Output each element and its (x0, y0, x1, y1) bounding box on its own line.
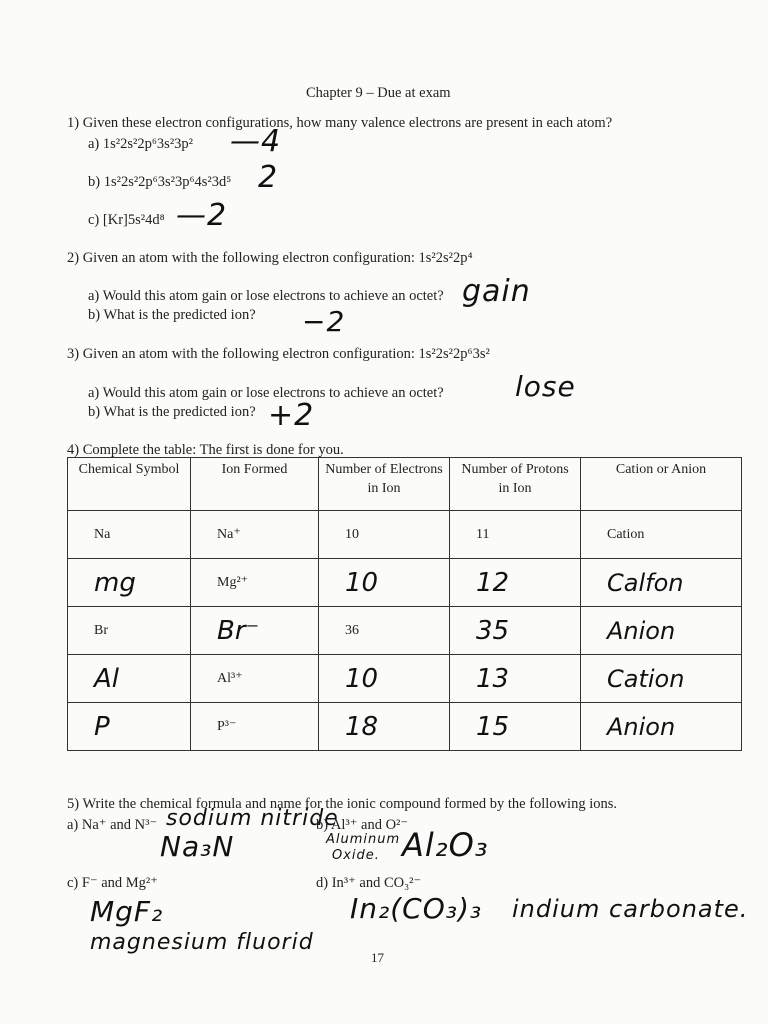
cell-protons: 15 (450, 703, 581, 751)
q1-a-answer: —4 (230, 124, 282, 159)
ion-table (67, 457, 742, 751)
q2-b-question: b) What is the predicted ion? (88, 307, 256, 323)
q5-c-name: magnesium fluorid (90, 930, 314, 955)
q5-b-name-2: Oxide. (332, 848, 380, 863)
q5-a-formula: Na₃N (160, 830, 235, 863)
q5-d-name: indium carbonate. (512, 895, 749, 923)
cell-protons: 35 (450, 607, 581, 655)
page-title: Chapter 9 – Due at exam (306, 85, 451, 101)
table-row (68, 559, 742, 607)
q5-a-label: a) Na⁺ and N³⁻ (67, 817, 158, 833)
cell-protons: 13 (450, 655, 581, 703)
cell-electrons: 10 (319, 559, 450, 607)
q1-b-label: b) 1s²2s²2p⁶3s²3p⁶4s²3d⁵ (88, 174, 232, 190)
cell-electrons: 18 (319, 703, 450, 751)
table-row (68, 511, 742, 559)
q1-b-answer: 2 (258, 160, 279, 195)
col-chemical-symbol: Chemical Symbol (68, 458, 191, 511)
cell-symbol: P (68, 703, 191, 751)
q5-c-formula: MgF₂ (90, 895, 164, 928)
cell-protons: 12 (450, 559, 581, 607)
q3-prompt: 3) Given an atom with the following electron configuration: 1s²2s²2p⁶3s² (67, 346, 490, 362)
q5-d-formula: In₂(CO₃)₃ (350, 892, 483, 925)
q1-c-answer: —2 (176, 198, 228, 233)
q1-prompt: 1) Given these electron configurations, how many valence electrons are present in each atom? (67, 115, 613, 131)
cell-symbol: Br (68, 607, 191, 655)
q3-a-question: a) Would this atom gain or lose electrons to achieve an octet? (88, 385, 444, 401)
table-row (68, 703, 742, 751)
table-row (68, 607, 742, 655)
cell-symbol: mg (68, 559, 191, 607)
q2-b-answer: −2 (302, 305, 346, 338)
q5-c-label: c) F⁻ and Mg²⁺ (67, 875, 158, 891)
page-number: 17 (371, 950, 384, 965)
cell-type: Anion (581, 703, 742, 751)
col-cation-anion: Cation or Anion (581, 458, 742, 511)
q5-b-name-1: Aluminum (326, 832, 401, 847)
q3-b-answer: +2 (268, 398, 315, 433)
q3-b-question: b) What is the predicted ion? (88, 404, 256, 420)
q1-a-label: a) 1s²2s²2p⁶3s²3p² (88, 136, 194, 152)
q4-prompt: 4) Complete the table: The first is done for you. (67, 442, 344, 458)
cell-type: Cation (581, 511, 742, 559)
cell-electrons: 36 (319, 607, 450, 655)
cell-ion: Al³⁺ (191, 655, 319, 703)
q5-b-label: b) Al³⁺ and O²⁻ (316, 817, 409, 833)
q5-prompt: 5) Write the chemical formula and name for the ionic compound formed by the following ions. (67, 796, 617, 812)
q5-b-formula: Al₂O₃ (402, 826, 489, 864)
cell-ion: Mg²⁺ (191, 559, 319, 607)
q2-a-answer: gain (462, 274, 531, 309)
q5-d-label: d) In³⁺ and CO₃²⁻ (316, 875, 422, 891)
col-electrons: Number of Electrons in Ion (319, 458, 450, 511)
cell-type: Anion (581, 607, 742, 655)
q1-c-label: c) [Kr]5s²4d⁸ (88, 212, 165, 228)
cell-symbol: Na (68, 511, 191, 559)
col-ion-formed: Ion Formed (191, 458, 319, 511)
ion-table-header (68, 458, 742, 511)
cell-ion: Br⁻ (191, 607, 319, 655)
cell-type: Calfon (581, 559, 742, 607)
q2-prompt: 2) Given an atom with the following electron configuration: 1s²2s²2p⁴ (67, 250, 473, 266)
cell-type: Cation (581, 655, 742, 703)
cell-electrons: 10 (319, 655, 450, 703)
cell-ion: Na⁺ (191, 511, 319, 559)
table-row (68, 655, 742, 703)
col-protons: Number of Protons in Ion (450, 458, 581, 511)
cell-ion: P³⁻ (191, 703, 319, 751)
q5-a-name: sodium nitride (166, 806, 339, 831)
cell-electrons: 10 (319, 511, 450, 559)
cell-symbol: Al (68, 655, 191, 703)
q2-a-question: a) Would this atom gain or lose electrons to achieve an octet? (88, 288, 444, 304)
cell-protons: 11 (450, 511, 581, 559)
q3-a-answer: lose (515, 370, 576, 403)
